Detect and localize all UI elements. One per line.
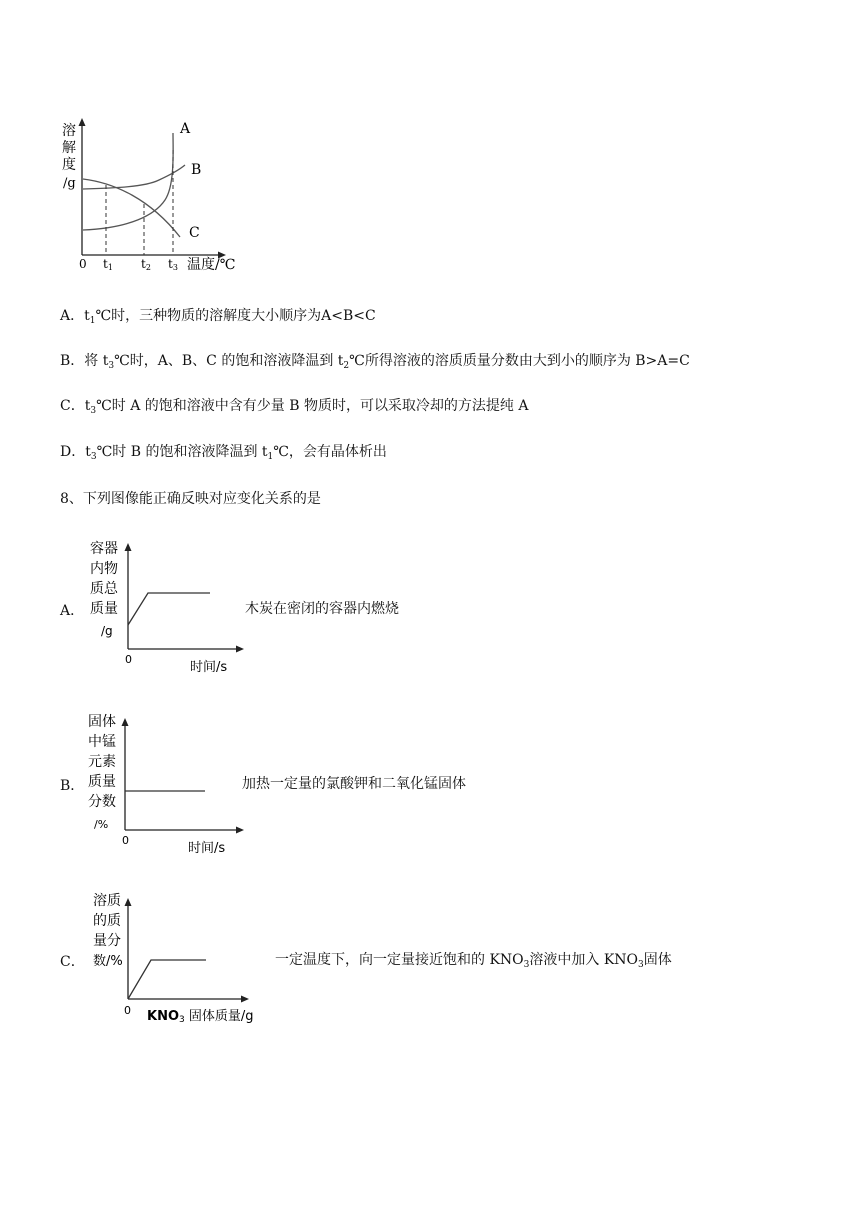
q8-c-line: [128, 960, 206, 999]
q8-b-ylabel-4: 质量: [88, 774, 116, 790]
option-c-sub1: 3: [90, 406, 97, 416]
option-a-text2: ℃时，三种物质的溶解度大小顺序为A<B<C: [95, 308, 376, 324]
q8-a-y-arrow: [125, 543, 132, 551]
option-d-text2: ℃时 B 的饱和溶液降温到 t: [96, 444, 268, 460]
option-a-text1: A．t: [60, 308, 90, 324]
option-d-text1: D．t: [60, 444, 91, 460]
q8-a-desc: 木炭在密闭的容器内燃烧: [245, 601, 399, 617]
option-d: [60, 443, 387, 466]
q8-c-origin: 0: [124, 1004, 131, 1017]
curve-c: [83, 179, 180, 237]
y-label-3: 度: [62, 157, 76, 173]
q8-a-ylabel-4: 质量: [90, 601, 118, 617]
q8-a-xlabel: 时间/s: [190, 660, 228, 675]
solubility-graph: [55, 115, 255, 275]
q8-c-ylabel-3: 量分: [93, 933, 121, 949]
q8-c-desc-text1: 一定温度下，向一定量接近饱和的 KNO: [275, 952, 524, 968]
q8-b-origin: 0: [122, 834, 129, 847]
q8-a-label: A．: [60, 603, 85, 619]
origin-label: 0: [79, 257, 87, 271]
q8-c-ylabel-2: 的质: [93, 913, 121, 929]
q8-c-graph: [85, 888, 285, 1028]
option-d-text3: ℃，会有晶体析出: [273, 444, 387, 460]
option-c: [60, 397, 529, 420]
q8-c-desc-text3: 固体: [643, 952, 672, 968]
q8-c-desc: [275, 951, 672, 974]
q8-c-ylabel-4: 数/%: [93, 954, 123, 969]
x-label: 温度/℃: [187, 257, 236, 273]
q8-c-desc-sub2: 3: [638, 960, 644, 970]
q8-c-label: C．: [60, 954, 85, 970]
q8-c-x-arrow: [241, 996, 249, 1003]
option-b-text3: ℃所得溶液的溶质质量分数由大到小的顺序为 B>A=C: [349, 353, 690, 369]
y-label-2: 解: [62, 140, 76, 156]
q8-b-xlabel: 时间/s: [188, 841, 226, 856]
option-b: [60, 352, 690, 375]
y-label-4: /g: [63, 176, 76, 191]
q8-c-y-arrow: [125, 898, 132, 906]
option-a-sub1: 1: [89, 316, 96, 326]
q8-b-label: B．: [60, 778, 85, 794]
q8-c-desc-sub1: 3: [523, 960, 530, 970]
q8-a-ylabel-5: /g: [101, 624, 113, 638]
q8-a-x-arrow: [236, 646, 244, 653]
q8-b-ylabel-3: 元素: [88, 754, 116, 770]
q8-b-y-arrow: [122, 718, 129, 726]
q8-c-desc-text2: 溶液中加入 KNO: [529, 952, 639, 968]
q8-a-ylabel-1: 容器: [90, 541, 118, 557]
q8-b-ylabel-5: 分数: [88, 794, 116, 810]
option-b-text2: ℃时，A、B、C 的饱和溶液降温到 t: [114, 353, 344, 369]
q8-b-desc: 加热一定量的氯酸钾和二氧化锰固体: [242, 776, 466, 792]
label-c: C: [189, 225, 200, 241]
option-c-text1: C．t: [60, 398, 91, 414]
option-b-text1: B．将 t: [60, 353, 109, 369]
option-a: [60, 307, 376, 330]
q8-a-ylabel-2: 内物: [90, 561, 118, 577]
q8-a-line: [128, 593, 210, 625]
q8-b-ylabel-1: 固体: [88, 714, 116, 730]
q8-a-ylabel-3: 质总: [90, 581, 118, 597]
option-b-sub1: 3: [108, 361, 115, 371]
curve-b: [83, 165, 185, 189]
q8-b-graph: [80, 710, 260, 860]
q8-a-graph: [80, 535, 260, 680]
q8-b-ylabel-6: /%: [94, 818, 109, 831]
q8-c-ylabel-1: 溶质: [93, 893, 121, 909]
tick-t2: t2: [141, 257, 151, 272]
q8-b-x-arrow: [236, 827, 244, 834]
tick-t1: t1: [103, 257, 113, 272]
q8-a-origin: 0: [125, 653, 132, 666]
q8-b-ylabel-2: 中锰: [88, 734, 116, 750]
label-a: A: [180, 121, 191, 137]
option-d-sub2: 1: [267, 452, 274, 462]
y-axis-arrow: [79, 118, 86, 126]
q8-c-xlabel: KNO3 固体质量/g: [147, 1009, 254, 1025]
tick-t3: t3: [168, 257, 178, 272]
option-b-sub2: 2: [343, 361, 350, 371]
y-label-1: 溶: [62, 123, 76, 139]
question-8: 8、下列图像能正确反映对应变化关系的是: [60, 491, 321, 507]
label-b: B: [191, 162, 202, 178]
option-d-sub1: 3: [90, 452, 97, 462]
option-c-text2: ℃时 A 的饱和溶液中含有少量 B 物质时，可以采取冷却的方法提纯 A: [96, 398, 529, 414]
